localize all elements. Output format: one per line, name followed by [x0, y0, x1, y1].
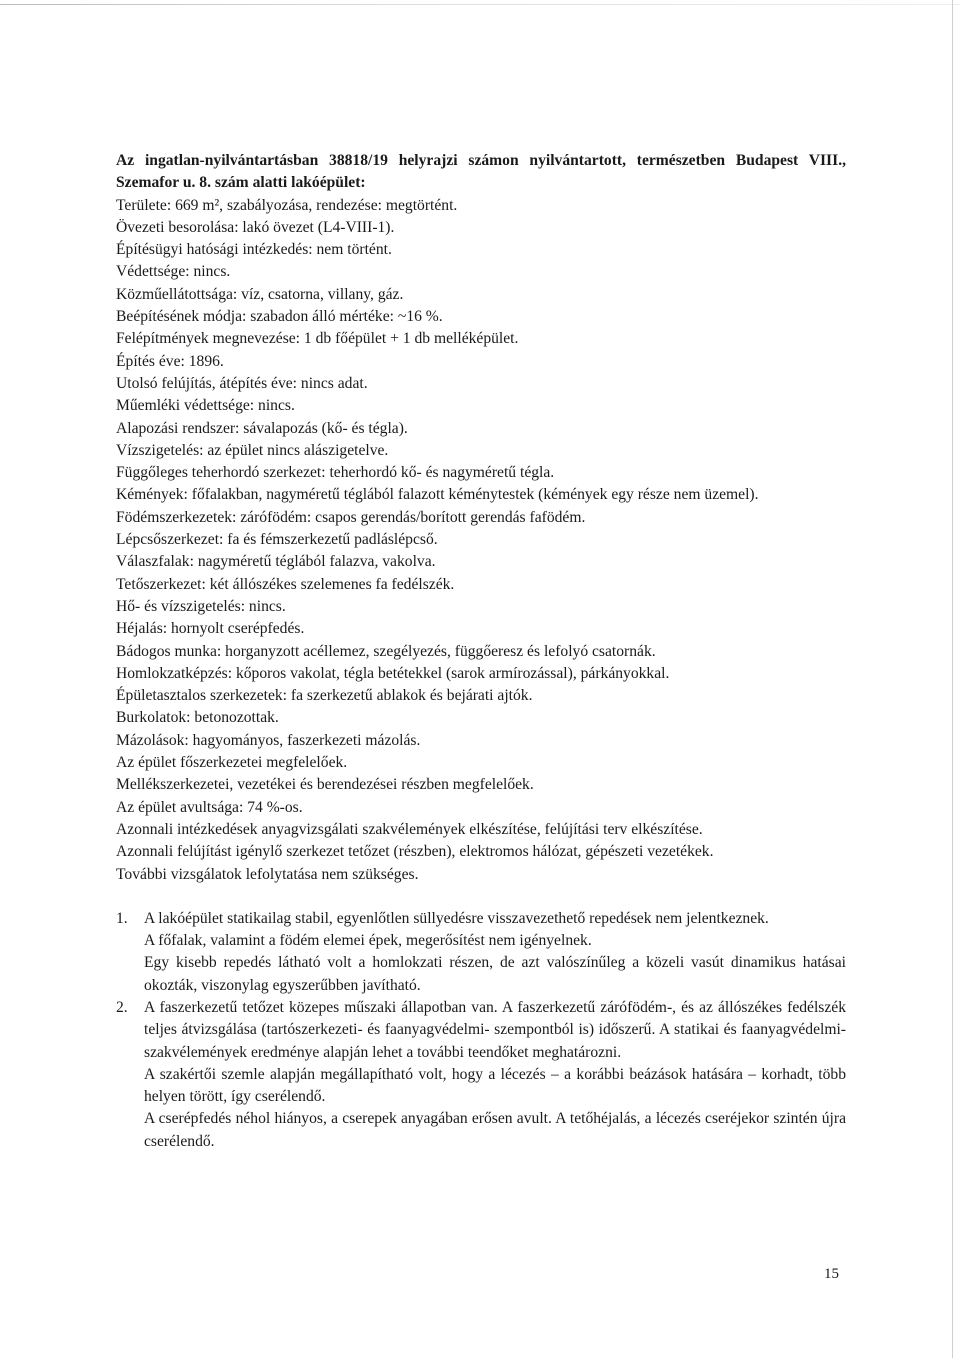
scan-artifact-top-line: [0, 4, 960, 5]
detail-line-protection: Védettsége: nincs.: [116, 263, 231, 281]
detail-line-zoning: Övezeti besorolása: lakó övezet (L4-VIII-1).: [116, 218, 395, 236]
finding-paragraph: A főfalak, valamint a födém elemei épek, megerősítést nem igényelnek.: [144, 932, 592, 950]
detail-line-building-mode: Beépítésének módja: szabadon álló mértéke: ~16 %.: [116, 308, 443, 326]
detail-line-stairs: Lépcsőszerkezet: fa és fémszerkezetű padláslépcső.: [116, 531, 438, 549]
finding-item-1: [116, 908, 846, 997]
detail-line-heritage: Műemléki védettsége: nincs.: [116, 397, 295, 415]
detail-line-roof-structure: Tetőszerkezet: két állószékes szelemenes fa fedélszék.: [116, 575, 455, 593]
detail-line-structures: Felépítmények megnevezése: 1 db főépület + 1 db melléképület.: [116, 330, 519, 348]
detail-line-waterproofing: Vízszigetelés: az épület nincs alászigetelve.: [116, 441, 389, 459]
detail-line-building-authority: Építésügyi hatósági intézkedés: nem történt.: [116, 241, 392, 259]
detail-line-painting: Mázolások: hagyományos, faszerkezeti mázolás.: [116, 731, 421, 749]
finding-paragraph: Egy kisebb repedés látható volt a homlokzati részen, de azt valószínűleg a közeli vasút dinamikus hatásai okozták, viszonylag egyszerűbben javítható.: [144, 954, 846, 994]
section-spacer: [116, 886, 846, 908]
detail-line-secondary-structures: Mellékszerkezetei, vezetékei és berendezései részben megfelelőek.: [116, 776, 534, 794]
detail-line-area: Területe: 669 m², szabályozása, rendezése: megtörtént.: [116, 196, 458, 214]
detail-line-joinery: Épületasztalos szerkezetek: fa szerkezetű ablakok és bejárati ajtók.: [116, 687, 533, 705]
detail-line-utilities: Közműellátottsága: víz, csatorna, villany, gáz.: [116, 285, 404, 303]
finding-paragraph: A szakértői szemle alapján megállapítható volt, hogy a lécezés – a korábbi beázások hatására – korhadt, több helyen törött, így cserélendő.: [144, 1065, 846, 1106]
document-heading: Az ingatlan-nyilvántartásban 38818/19 helyrajzi számon nyilvántartott, természetben Budapest VIII., Szemafor u. 8. szám alatti lakóépület:: [116, 152, 846, 192]
detail-line-year-built: Építés éve: 1896.: [116, 352, 224, 370]
detail-line-immediate-actions: Azonnali intézkedések anyagvizsgálati szakvélemények elkészítése, felújítási terv elkészítése.: [116, 820, 703, 838]
detail-line-partitions: Válaszfalak: nagyméretű téglából falazva, vakolva.: [116, 553, 436, 571]
detail-line-urgent-renovation: Azonnali felújítást igénylő szerkezet tetőzet (részben), elektromos hálózat, gépészeti vezetékek.: [116, 843, 714, 861]
finding-paragraph: A faszerkezetű tetőzet közepes műszaki állapotban van. A faszerkezetű zárófödém-, és az állószékes fedélszék teljes átvizsgálása (tartószerkezeti- és faanyagvédelmi- szempontból is) időszerű. A statikai és faanyagvédelmi- szakvélemények eredménye alapján lehet a további teendőket meghatározni.: [144, 998, 846, 1061]
detail-line-floors: Födémszerkezetek: zárófödém: csapos gerendás/borított gerendás fafödém.: [116, 508, 586, 526]
detail-line-tinwork: Bádogos munka: horganyzott acéllemez, szegélyezés, függőeresz és lefolyó csatornák.: [116, 642, 656, 660]
findings-list: [116, 908, 846, 1153]
detail-line-load-bearing: Függőleges teherhordó szerkezet: teherhordó kő- és nagyméretű tégla.: [116, 464, 555, 482]
detail-line-main-structures: Az épület főszerkezetei megfelelőek.: [116, 754, 348, 772]
finding-paragraph: A lakóépület statikailag stabil, egyenlőtlen süllyedésre visszavezethető repedések nem jelentkeznek.: [144, 909, 769, 927]
detail-line-insulation: Hő- és vízszigetelés: nincs.: [116, 597, 286, 615]
scan-artifact-right-edge: [952, 0, 953, 1358]
detail-line-obsolescence: Az épület avultsága: 74 %-os.: [116, 798, 303, 816]
document-body: [116, 150, 846, 1153]
finding-paragraph: A cserépfedés néhol hiányos, a cserepek anyagában erősen avult. A tetőhéjalás, a lécezés cseréjekor szintén újra cserélendő.: [144, 1110, 846, 1150]
finding-item-2: [116, 997, 846, 1153]
finding-number: 1.: [116, 909, 128, 927]
detail-line-further-tests: További vizsgálatok lefolytatása nem szükséges.: [116, 865, 419, 883]
detail-line-roofing: Héjalás: hornyolt cserépfedés.: [116, 620, 305, 638]
page-number: 15: [824, 1266, 839, 1282]
property-details: [116, 195, 846, 886]
detail-line-flooring: Burkolatok: betonozottak.: [116, 709, 279, 727]
finding-number: 2.: [116, 998, 128, 1016]
detail-line-last-renovation: Utolsó felújítás, átépítés éve: nincs adat.: [116, 374, 368, 392]
detail-line-chimneys: Kémények: főfalakban, nagyméretű téglából falazott kéménytestek (kémények egy része nem üzemel).: [116, 486, 759, 504]
detail-line-facade: Homlokzatképzés: kőporos vakolat, tégla betétekkel (sarok armírozással), párkányokkal.: [116, 664, 670, 682]
detail-line-foundation: Alapozási rendszer: sávalapozás (kő- és tégla).: [116, 419, 408, 437]
